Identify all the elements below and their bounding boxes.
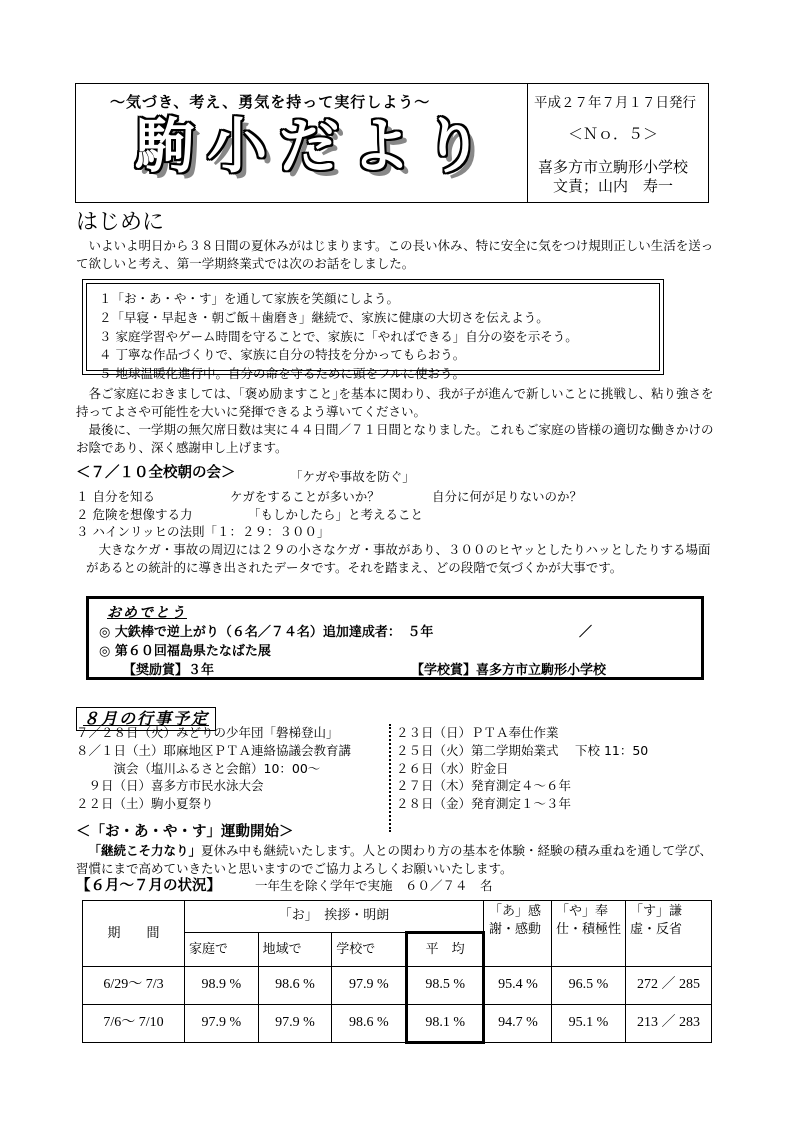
cell-a: 95.4 %: [484, 967, 552, 1005]
cell-a: 94.7 %: [484, 1005, 552, 1043]
cell-ya: 96.5 %: [552, 967, 626, 1005]
event-item: ９日（日）喜多方市民水泳大会: [76, 778, 264, 794]
cell-avg: 98.1 %: [407, 1005, 484, 1043]
talk-list: [86, 283, 660, 381]
talk-item: ２「早寝・早起き・朝ご飯＋歯磨き」継続で、家族に健康の大切さを伝えよう。: [99, 309, 549, 325]
cell-ya: 95.1 %: [552, 1005, 626, 1043]
cell-su: 272 ／ 285: [626, 967, 712, 1005]
intro-paragraph-2: 各ご家庭におきましては、｢褒め励ますこと｣を基本に関わり、我が子が進んで新しいことに挑戦し、粘り強さを持ってよさや可能性を大いに発揮できるよう導いてください。: [76, 386, 714, 420]
cell-school: 97.9 %: [332, 967, 407, 1005]
congrats-row-2: ◎ 第６０回福島県たなばた展: [99, 643, 271, 659]
talk-item: ５ 地球温暖化進行中。自分の命を守るために頭をフルに使おう。: [99, 366, 465, 381]
cell-home: 98.9 %: [185, 967, 259, 1005]
event-item: ２２日（土）駒小夏祭り: [76, 796, 214, 811]
congrats-row-1-slash: ／: [579, 624, 593, 640]
motto: ～気づき、考え、勇気を持って実行しよう～: [110, 93, 431, 111]
th-school: 学校で: [332, 933, 407, 967]
school-info: [538, 158, 688, 196]
th-o: 「お」 挨拶・明朗: [185, 901, 484, 933]
cell-home: 97.9 %: [185, 1005, 259, 1043]
th-a: 「あ」感謝・感動: [484, 901, 552, 967]
talk-item: １「お・あ・や・す」を通して家族を笑顔にしよう。: [99, 291, 400, 306]
intro-paragraph-3: 最後に、一学期の無欠席日数は実に４４日間／７１日間となりました。これもご家庭の皆様の適切な働きかけのお陰であり、深く感謝申し上げます。: [76, 422, 714, 456]
th-home: 家庭で: [185, 933, 259, 967]
congrats-award-1: 【奨励賞】３年: [123, 662, 215, 678]
event-item: ２８日（金）発育測定１～３年: [396, 796, 572, 811]
th-ya: 「や」奉仕・積極性: [552, 901, 626, 967]
table-row: [83, 1005, 712, 1043]
status-note: 一年生を除く学年で実施 ６０／７４ 名: [255, 878, 493, 893]
intro-paragraph-1: いよいよ明日から３８日間の夏休みがはじまります。この長い休み、特に安全に気をつけ規則正しい生活を送って欲しいと考え、第一学期終業式では次のお話をしました。: [76, 238, 714, 272]
congrats-award-2: 【学校賞】喜多方市立駒形小学校: [411, 662, 607, 678]
assembly-line-4: 大きなケガ・事故の周辺には２９の小さなケガ・事故があり、３００のヒヤッとしたりハッとしたりする場面があるとの統計的に導き出されたデータです。それを踏まえ、どの段階で気づくかが大事です。: [86, 542, 711, 576]
event-item: ８／１日（土）耶麻地区ＰＴＡ連絡協議会教育講: [76, 742, 352, 758]
congrats-row-1: ◎ 大鉄棒で逆上がり（６名／７４名）追加達成者： ５年: [99, 624, 434, 640]
assembly-line-1a: １ 自分を知る: [76, 489, 155, 504]
assembly-line-1c: 自分に何が足りないのか？: [432, 489, 583, 504]
oayasu-text: 夏休み中も継続いたします。人との関わり方の基本を体験・経験の積み重ねを通して学び、習慣にまで高めていきたいと思いますのでご協力よろしくお願いいたします。: [76, 843, 713, 877]
event-item: ２５日（火）第二学期始業式 下校 11：50: [396, 742, 649, 758]
event-item: ２３日（日）ＰＴＡ奉仕作業: [396, 725, 559, 740]
events-right-list: [396, 724, 648, 813]
cell-avg: 98.5 %: [407, 967, 484, 1005]
event-item: 演会（塩川ふるさと会館）10：00～: [76, 760, 321, 776]
cell-period: 7/6～ 7/10: [83, 1005, 185, 1043]
assembly-line-2a: ２ 危険を想像する力: [76, 507, 193, 522]
talk-box: [82, 279, 664, 381]
th-period: 期 間: [83, 901, 185, 967]
cell-area: 98.6 %: [258, 967, 332, 1005]
author: 文責；山内 寿一: [553, 176, 674, 195]
status-table: [82, 900, 712, 1044]
school-name: 喜多方市立駒形小学校: [538, 158, 689, 176]
cell-su: 213 ／ 283: [626, 1005, 712, 1043]
talk-item: ３ 家庭学習やゲーム時間を守ることで、家族に「やればできる」自分の姿を示そう。: [99, 328, 578, 344]
event-item: ２７日（木）発育測定４～６年: [396, 778, 572, 794]
congrats-title: おめでとう: [107, 605, 187, 621]
events-divider: [389, 724, 391, 832]
issue-number: ＜Ｎｏ．５＞: [568, 125, 659, 143]
oayasu-heading: ＜「お・あ・や・す」運動開始＞: [76, 824, 294, 840]
talk-item: ４ 丁寧な作品づくりで、家族に自分の特技を分かってもらおう。: [99, 347, 466, 363]
oayasu-paragraph: [76, 842, 722, 878]
oayasu-bold: 「継続こそ力なり」: [88, 843, 202, 858]
th-su: 「す」謙虚・反省: [626, 901, 712, 967]
event-item: ７／２８日（火）みどりの少年団「磐梯登山」: [76, 725, 339, 740]
assembly-line-3: ３ ハインリッヒの法則「１：２９：３００」: [76, 524, 330, 539]
publish-date: 平成２７年７月１７日発行: [534, 95, 696, 111]
cell-period: 6/29～ 7/3: [83, 967, 185, 1005]
assembly-heading: ＜７／１０全校朝の会＞: [76, 465, 236, 481]
event-item: ２６日（水）貯金日: [396, 760, 509, 776]
events-left-list: [76, 724, 351, 813]
assembly-line-1b: ケガをすることが多いか？: [230, 489, 380, 504]
assembly-subtitle: 「ケガや事故を防ぐ」: [290, 469, 415, 484]
cell-area: 97.9 %: [258, 1005, 332, 1043]
congrats-box: [86, 596, 704, 680]
assembly-line-2b: 「もしかしたら」と考えること: [248, 507, 424, 522]
header-divider: [527, 83, 528, 203]
masthead-title: 駒小だより: [135, 112, 495, 182]
th-avg: 平 均: [407, 933, 484, 967]
cell-school: 98.6 %: [332, 1005, 407, 1043]
events-title: ８月の行事予定: [76, 707, 216, 731]
intro-heading: はじめに: [76, 210, 165, 235]
th-area: 地域で: [258, 933, 332, 967]
status-title: 【６月～７月の状況】: [76, 878, 221, 894]
table-row: [83, 967, 712, 1005]
